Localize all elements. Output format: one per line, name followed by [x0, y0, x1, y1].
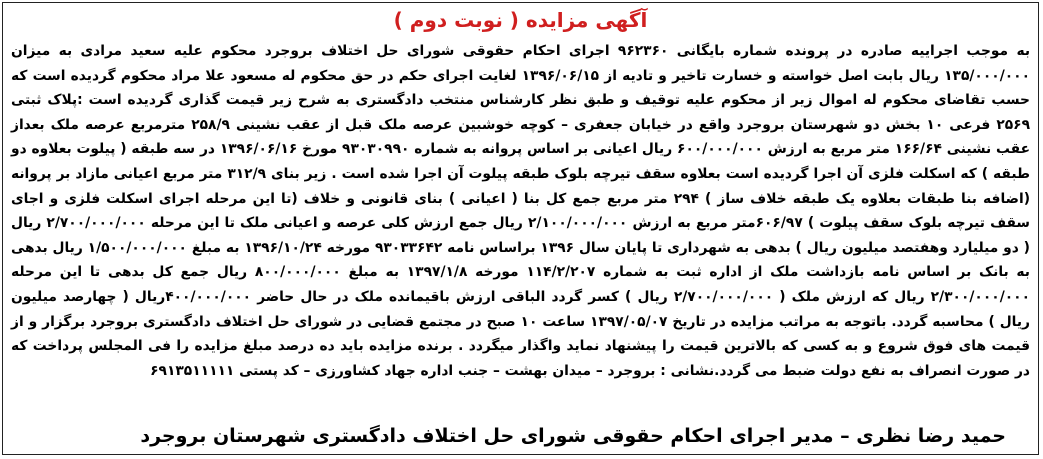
notice-frame [2, 2, 1039, 455]
notice-signature: حمید رضا نظری – مدیر اجرای احکام حقوقی شورای حل اختلاف دادگستری شهرستان بروجرد [140, 425, 1006, 447]
notice-body-paragraph: به موجب اجراییه صادره در پرونده شماره بایگانی ۹۶۲۳۶۰ اجرای احکام حقوقی شورای حل اختلاف بروجرد محکوم علیه سعید مرادی به میزان ۱۳۵/۰۰۰/۰۰۰ ریال بابت اصل خواسته و خسارت تاخیر و تادیه از ۱۳۹۶/۰۶/۱۵ لغایت اجرای حکم در حق محکوم له مسعود علا مراد محکوم گردیده است که حسب تقاضای محکوم له اموال زیر از محکوم علیه توقیف و طبق نظر کارشناس منتخب دادگستری به شرح زیر قیمت گذاری گردیده است :پلاک ثبتی ۲۵۶۹ فرعی ۱۰ بخش دو شهرستان بروجرد واقع در خیابان جعفری – کوچه خوشبین عرصه ملک قبل از عقب نشینی ۲۵۸/۹ مترمربع عرصه ملک بعداز عقب نشینی ۱۶۶/۶۴ متر مربع به ارزش ۶۰۰/۰۰۰/۰۰۰ ریال اعیانی بر اساس پروانه به شماره ۹۳۰۳۰۹۹۰ مورخ ۱۳۹۶/۰۶/۱۶ در سه طبقه ( پیلوت بعلاوه دو طبقه ) که اسکلت فلزی آن اجرا گردیده است بعلاوه سقف تیرچه بلوک طبقه پیلوت آن اجرا شده است . زیر بنای ۳۱۲/۹ متر مربع اعیانی مازاد بر پروانه (اضافه بنا طبقات بعلاوه یک طبقه خلاف ساز ) ۲۹۴ متر مربع جمع کل بنا ( اعیانی ) بنای قانونی و خلاف (تا این مرحله اجرای اسکلت فلزی و اجای سقف تیرچه بلوک سقف پیلوت ) ۶۰۶/۹۷متر مربع به ارزش ۲/۱۰۰/۰۰۰/۰۰۰ ریال جمع ارزش کلی عرصه و اعیانی ملک تا این مرحله ۲/۷۰۰/۰۰۰/۰۰۰ ریال ( دو میلیارد وهفتصد میلیون ریال ) بدهی به شهرداری تا پایان سال ۱۳۹۶ براساس نامه ۹۳۰۳۳۶۴۲ مورخه ۱۳۹۶/۱۰/۲۴ به مبلغ ۱/۵۰۰/۰۰۰/۰۰۰ ریال بدهی به بانک بر اساس نامه بازداشت ملک از اداره ثبت به شماره ۱۱۴/۲/۲۰۷ مورخه ۱۳۹۷/۱/۸ به مبلغ ۸۰۰/۰۰۰/۰۰۰ ریال جمع کل بدهی تا این مرحله ۲/۳۰۰/۰۰۰/۰۰۰ ریال که ارزش ملک ( ۲/۷۰۰/۰۰۰/۰۰۰ ریال ) کسر گردد الباقی ارزش باقیمانده ملک در حال حاضر ۴۰۰/۰۰۰/۰۰۰ریال ( چهارصد میلیون ریال ) محاسبه گردد. باتوجه به مراتب مزایده در تاریخ ۱۳۹۷/۰۵/۰۷ ساعت ۱۰ صبح در مجتمع قضایی در شورای حل اختلاف دادگستری بروجرد برگزار و از قیمت های فوق شروع و به کسی که بالاترین قیمت را پیشنهاد نماید واگذار میگردد . برنده مزایده باید ده درصد مبلغ مزایده را فی المجلس پرداخت که در صورت انصراف به نفع دولت ضبط می گردد.نشانی : بروجرد – میدان بهشت – جنب اداره جهاد کشاورزی – کد پستی ۶۹۱۳۵۱۱۱۱۱ [11, 43, 1031, 379]
notice-title: آگهی مزایده ( نوبت دوم ) [393, 8, 648, 32]
notice-body [11, 39, 1030, 383]
